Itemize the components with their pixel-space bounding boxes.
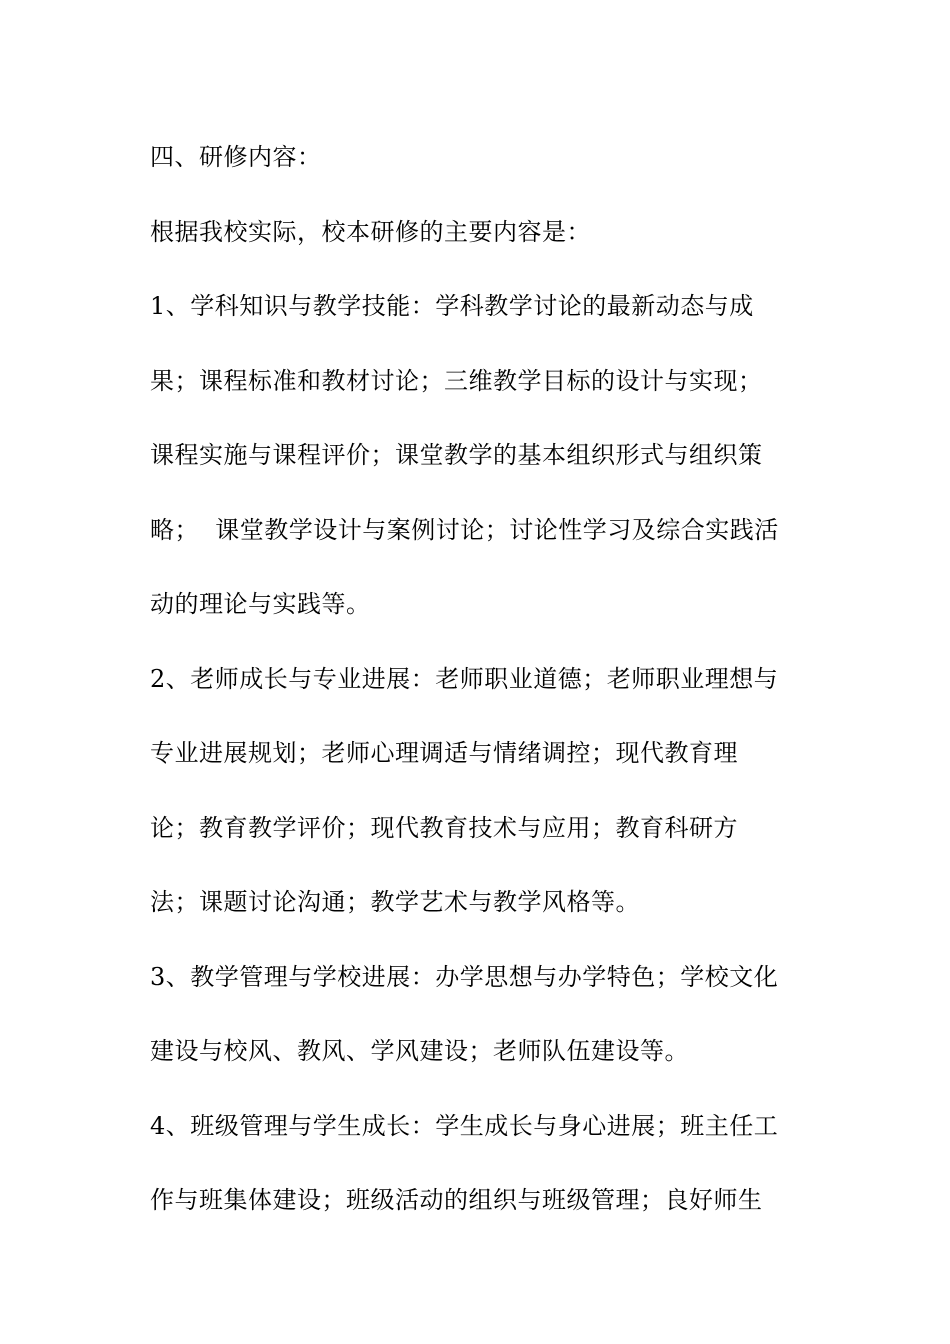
item-2-line-4: 法；课题讨论沟通；教学艺术与教学风格等。 (150, 888, 640, 916)
item-3-line-2: 建设与校风、教风、学风建设；老师队伍建设等。 (150, 1037, 689, 1065)
item-1-line-5: 动的理论与实践等。 (150, 590, 371, 618)
item-1-line-2: 果；课程标准和教材讨论；三维教学目标的设计与实现； (150, 366, 763, 395)
document-body (150, 120, 810, 1238)
item-4-line-2: 作与班集体建设；班级活动的组织与班级管理；良好师生 (150, 1186, 763, 1214)
item-1-line-1: 1、学科知识与教学技能：学科教学讨论的最新动态与成 (150, 292, 754, 320)
item-4-line-1: 4、班级管理与学生成长：学生成长与身心进展；班主任工 (150, 1111, 779, 1140)
item-1-line-4: 略； 课堂教学设计与案例讨论；讨论性学习及综合实践活 (150, 515, 779, 544)
intro-line: 根据我校实际，校本研修的主要内容是： (150, 217, 591, 246)
item-3-line-1: 3、教学管理与学校进展：办学思想与办学特色；学校文化 (150, 962, 779, 991)
section-heading: 四、研修内容： (150, 143, 322, 171)
item-2-line-3: 论；教育教学评价；现代教育技术与应用；教育科研方 (150, 813, 738, 842)
item-2-line-2: 专业进展规划；老师心理调适与情绪调控；现代教育理 (150, 739, 738, 767)
item-2-line-1: 2、老师成长与专业进展：老师职业道德；老师职业理想与 (150, 664, 779, 693)
item-1-line-3: 课程实施与课程评价；课堂教学的基本组织形式与组织策 (150, 441, 763, 469)
